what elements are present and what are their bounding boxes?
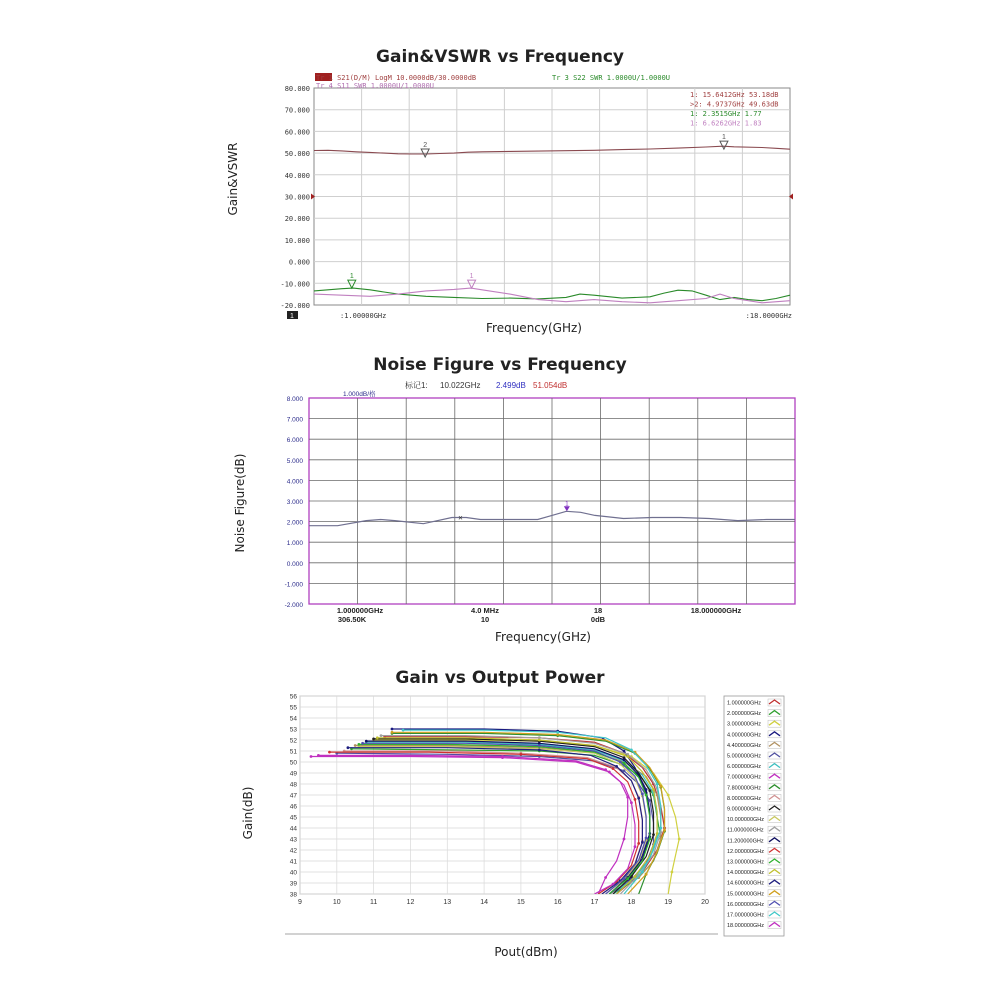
chart3-ytick-label: 48 xyxy=(289,781,297,789)
chart1-ytick-label: 20.000 xyxy=(284,215,310,224)
chart3-legend-label: 4.400000GHz xyxy=(727,742,761,749)
chart2-marker-gain: 51.054dB xyxy=(533,381,568,390)
chart1-ytick-label: 30.000 xyxy=(284,193,310,202)
chart3-series-point xyxy=(630,749,633,752)
chart3-series-point xyxy=(538,744,541,747)
chart3-series-point xyxy=(641,793,644,796)
chart3-ytick-label: 40 xyxy=(289,869,297,877)
chart1-marker-readout: >2: 4.9737GHz 49.63dB xyxy=(690,100,779,109)
chart3-ylabel: Gain(dB) xyxy=(241,786,255,840)
chart1-ytick-label: 70.000 xyxy=(284,106,310,115)
chart1-ytick-label: 80.000 xyxy=(284,85,310,93)
chart3-series-point xyxy=(372,738,375,741)
chart2-ytick-label: 6.000 xyxy=(286,437,303,445)
chart2-ytick-label: 1.000 xyxy=(286,540,303,548)
chart3-series-point xyxy=(645,837,648,840)
chart3-legend-label: 14.000000GHz xyxy=(727,870,764,877)
chart1-title: Gain&VSWR vs Frequency xyxy=(376,47,624,67)
chart3-series-point xyxy=(402,729,405,732)
chart1-x-start-label: :1.00000GHz xyxy=(340,312,387,320)
chart2-marker-x: × xyxy=(458,513,463,523)
chart3-series-point xyxy=(634,845,637,848)
chart2-ytick-label: -1.000 xyxy=(284,581,303,589)
chart3-legend-label: 1.000000GHz xyxy=(727,700,761,707)
chart1-x-stop-label: :18.0000GHz xyxy=(745,312,792,320)
chart3-series-point xyxy=(634,875,637,878)
chart3-xtick-label: 14 xyxy=(480,899,488,906)
chart3-series-point xyxy=(604,876,607,879)
chart3-xtick-label: 13 xyxy=(443,899,452,906)
chart3-series-point xyxy=(671,871,674,874)
chart1-marker-num: 2 xyxy=(423,141,428,149)
chart3-ytick-label: 39 xyxy=(289,880,297,888)
chart3-series-point xyxy=(612,883,615,886)
chart3-series-point xyxy=(623,758,626,761)
chart3-legend-label: 7.000000GHz xyxy=(727,774,761,781)
chart3-legend-label: 12.000000GHz xyxy=(727,848,764,855)
chart3-legend-label: 10.000000GHz xyxy=(727,817,764,824)
chart1-ytick-label: -20.000 xyxy=(280,302,310,310)
chart2-ytick-label: 7.000 xyxy=(286,416,303,424)
chart3-xtick-label: 20 xyxy=(701,899,709,906)
chart2-marker-nf: 2.499dB xyxy=(496,381,526,390)
chart2-bottom-label: 4.0 MHz xyxy=(471,606,499,615)
chart3-xtick-label: 15 xyxy=(517,899,525,906)
chart3-series-point xyxy=(391,731,394,734)
chart3-series-point xyxy=(667,794,670,797)
chart3-xtick-label: 19 xyxy=(664,899,673,906)
chart3-ytick-label: 42 xyxy=(289,847,297,855)
chart2-bottom-label: 0dB xyxy=(590,615,606,624)
chart1-marker-readout: 1: 15.6412GHz 53.18dB xyxy=(690,91,779,99)
chart3-legend-label: 13.000000GHz xyxy=(727,859,764,866)
chart3-legend-label: 6.000000GHz xyxy=(727,764,761,771)
chart2-bottom-label: 18.000000GHz xyxy=(690,606,742,615)
chart3-series-point xyxy=(656,783,659,786)
chart3-series-point xyxy=(637,842,640,845)
chart3-series-point xyxy=(630,801,633,804)
chart2-bottom-label: 10 xyxy=(480,615,490,624)
chart3-xtick-label: 11 xyxy=(369,899,378,906)
chart2-marker-freq: 10.022GHz xyxy=(440,381,481,390)
chart3-series-point xyxy=(659,827,662,830)
chart3-ytick-label: 43 xyxy=(289,836,297,844)
chart1-marker-num: 1 xyxy=(349,273,354,281)
chart1-marker-num: 1 xyxy=(721,134,726,142)
chart2-ytick-label: 2.000 xyxy=(286,519,303,527)
chart3-series-point xyxy=(501,756,504,759)
chart3-series-point xyxy=(380,734,383,737)
chart1-ylabel: Gain&VSWR xyxy=(226,142,240,216)
chart3-series-point xyxy=(376,736,379,739)
chart2-bottom-label: 306.50K xyxy=(337,615,367,624)
chart3-series-point xyxy=(659,785,662,788)
chart3-series-point xyxy=(608,771,611,774)
chart3-series-point xyxy=(365,740,368,743)
chart3-series-point xyxy=(623,838,626,841)
chart3-ytick-label: 55 xyxy=(289,704,297,712)
chart3-ytick-label: 45 xyxy=(289,814,297,822)
chart3-series-point xyxy=(678,838,681,841)
chart3-series-point xyxy=(361,742,364,745)
chart3-series-point xyxy=(623,877,626,880)
chart3-series-point xyxy=(612,767,615,770)
chart3-ytick-label: 38 xyxy=(289,891,297,899)
chart3-series-point xyxy=(648,789,651,792)
chart3-series-point xyxy=(538,739,541,742)
chart3-series-point xyxy=(648,838,651,841)
chart1-ytick-label: 40.000 xyxy=(284,171,310,180)
chart2-bottom-label: 18 xyxy=(593,606,603,615)
chart3-legend-label: 8.000000GHz xyxy=(727,795,761,802)
chart3-ytick-label: 51 xyxy=(289,748,297,756)
chart3-series-point xyxy=(641,841,644,844)
chart3-legend-label: 3.000000GHz xyxy=(727,721,761,728)
chart2-marker-num: 1 xyxy=(565,501,569,508)
chart1-marker-num: 1 xyxy=(469,273,474,281)
chart3-legend-label: 5.000000GHz xyxy=(727,753,761,760)
chart3-series-point xyxy=(619,761,622,764)
chart1-xlabel: Frequency(GHz) xyxy=(486,321,582,335)
chart3-series-point xyxy=(358,743,361,746)
chart3-xtick-label: 9 xyxy=(298,899,302,906)
chart3-legend-label: 15.000000GHz xyxy=(727,891,764,898)
chart3-xtick-label: 12 xyxy=(406,899,415,906)
chart3-legend-label: 11.200000GHz xyxy=(727,838,764,845)
chart3-ytick-label: 54 xyxy=(289,715,297,723)
chart3-series-point xyxy=(634,798,637,801)
chart3-series-point xyxy=(637,797,640,800)
chart2-marker-prefix: 标记1: xyxy=(405,381,428,390)
chart1-ytick-label: 10.000 xyxy=(284,236,310,245)
chart3-ytick-label: 41 xyxy=(289,858,297,866)
chart3-series-point xyxy=(615,765,618,768)
chart1-trace-header: Tr 1 S21(D/M) LogM 10.0000dB/30.0000dB xyxy=(316,74,477,82)
chart3-ytick-label: 49 xyxy=(289,770,297,778)
chart3-legend-label: 14.600000GHz xyxy=(727,880,764,887)
chart3-series-point xyxy=(626,877,629,880)
chart3-series-point xyxy=(310,755,313,758)
chart3-series-point xyxy=(354,744,357,747)
chart3-legend-label: 17.000000GHz xyxy=(727,912,764,919)
chart3-ytick-label: 44 xyxy=(289,825,297,833)
chart3-xtick-label: 16 xyxy=(553,899,562,906)
chart3-xtick-label: 18 xyxy=(627,899,636,906)
chart3-legend-label: 9.000000GHz xyxy=(727,806,761,813)
chart3-xlabel: Pout(dBm) xyxy=(494,945,558,959)
chart1-ytick-label: -10.000 xyxy=(280,280,310,289)
chart2-xlabel: Frequency(GHz) xyxy=(495,630,591,644)
chart3-ytick-label: 52 xyxy=(289,737,297,745)
chart3-series-point xyxy=(391,728,394,731)
chart2-scale-label: 1.000dB/格 xyxy=(343,391,376,398)
chart3-ytick-label: 47 xyxy=(289,792,297,800)
chart1-ytick-label: 60.000 xyxy=(284,128,310,137)
chart3-series-point xyxy=(645,873,648,876)
chart3-series-point xyxy=(520,753,523,756)
chart3-series-point xyxy=(645,794,648,797)
chart3-legend-label: 11.000000GHz xyxy=(727,827,764,834)
chart3-series-point xyxy=(538,749,541,752)
chart2-ytick-label: 4.000 xyxy=(286,478,303,486)
chart3-series-point xyxy=(626,755,629,758)
chart3-legend-label: 7.800000GHz xyxy=(727,785,761,792)
chart1-channel-label: 1 xyxy=(290,313,294,320)
chart2-ytick-label: 0.000 xyxy=(286,560,303,568)
chart3-series-point xyxy=(556,731,559,734)
chart1-marker-readout: 1: 2.3515GHz 1.77 xyxy=(690,110,762,118)
chart3-legend-label: 18.000000GHz xyxy=(727,923,764,930)
chart3-title: Gain vs Output Power xyxy=(395,668,605,688)
chart3-ytick-label: 46 xyxy=(289,803,297,811)
chart3-legend-label: 4.000000GHz xyxy=(727,732,761,739)
chart3-legend-label: 2.000000GHz xyxy=(727,711,761,718)
chart2-ytick-label: 8.000 xyxy=(286,396,303,403)
chart1-ytick-label: 50.000 xyxy=(284,150,310,159)
chart3-series-point xyxy=(652,833,655,836)
chart2-ytick-label: 3.000 xyxy=(286,499,303,506)
chart3-series-point xyxy=(328,751,331,754)
chart3-ytick-label: 56 xyxy=(289,693,297,701)
chart1-ytick-label: 0.000 xyxy=(288,258,310,267)
chart1-trace-header: Tr 3 S22 SWR 1.0000U/1.0000U xyxy=(552,74,671,82)
chart3-xtick-label: 10 xyxy=(332,899,341,906)
chart2-ytick-label: -2.000 xyxy=(284,602,303,609)
chart3-series-point xyxy=(652,788,655,791)
chart3-xtick-label: 17 xyxy=(590,899,599,906)
chart2-ytick-label: 5.000 xyxy=(286,457,303,465)
chart1-marker-readout: 1: 6.6262GHz 1.83 xyxy=(690,119,762,128)
chart3-ytick-label: 50 xyxy=(289,759,297,767)
chart3-legend-label: 16.000000GHz xyxy=(727,901,764,908)
chart3-series-point xyxy=(623,750,626,753)
chart3-series-point xyxy=(641,871,644,874)
chart1-trace-header: Tr 4 S11 SWR 1.0000U/1.0000U xyxy=(316,82,435,90)
chart3-series-point xyxy=(663,829,666,832)
chart2-ylabel: Noise Figure(dB) xyxy=(233,453,247,553)
chart3-series-point xyxy=(347,746,350,749)
chart2-bottom-label: 1.000000GHz xyxy=(336,606,384,615)
chart3-ytick-label: 53 xyxy=(289,726,297,734)
chart2-title: Noise Figure vs Frequency xyxy=(373,355,627,375)
